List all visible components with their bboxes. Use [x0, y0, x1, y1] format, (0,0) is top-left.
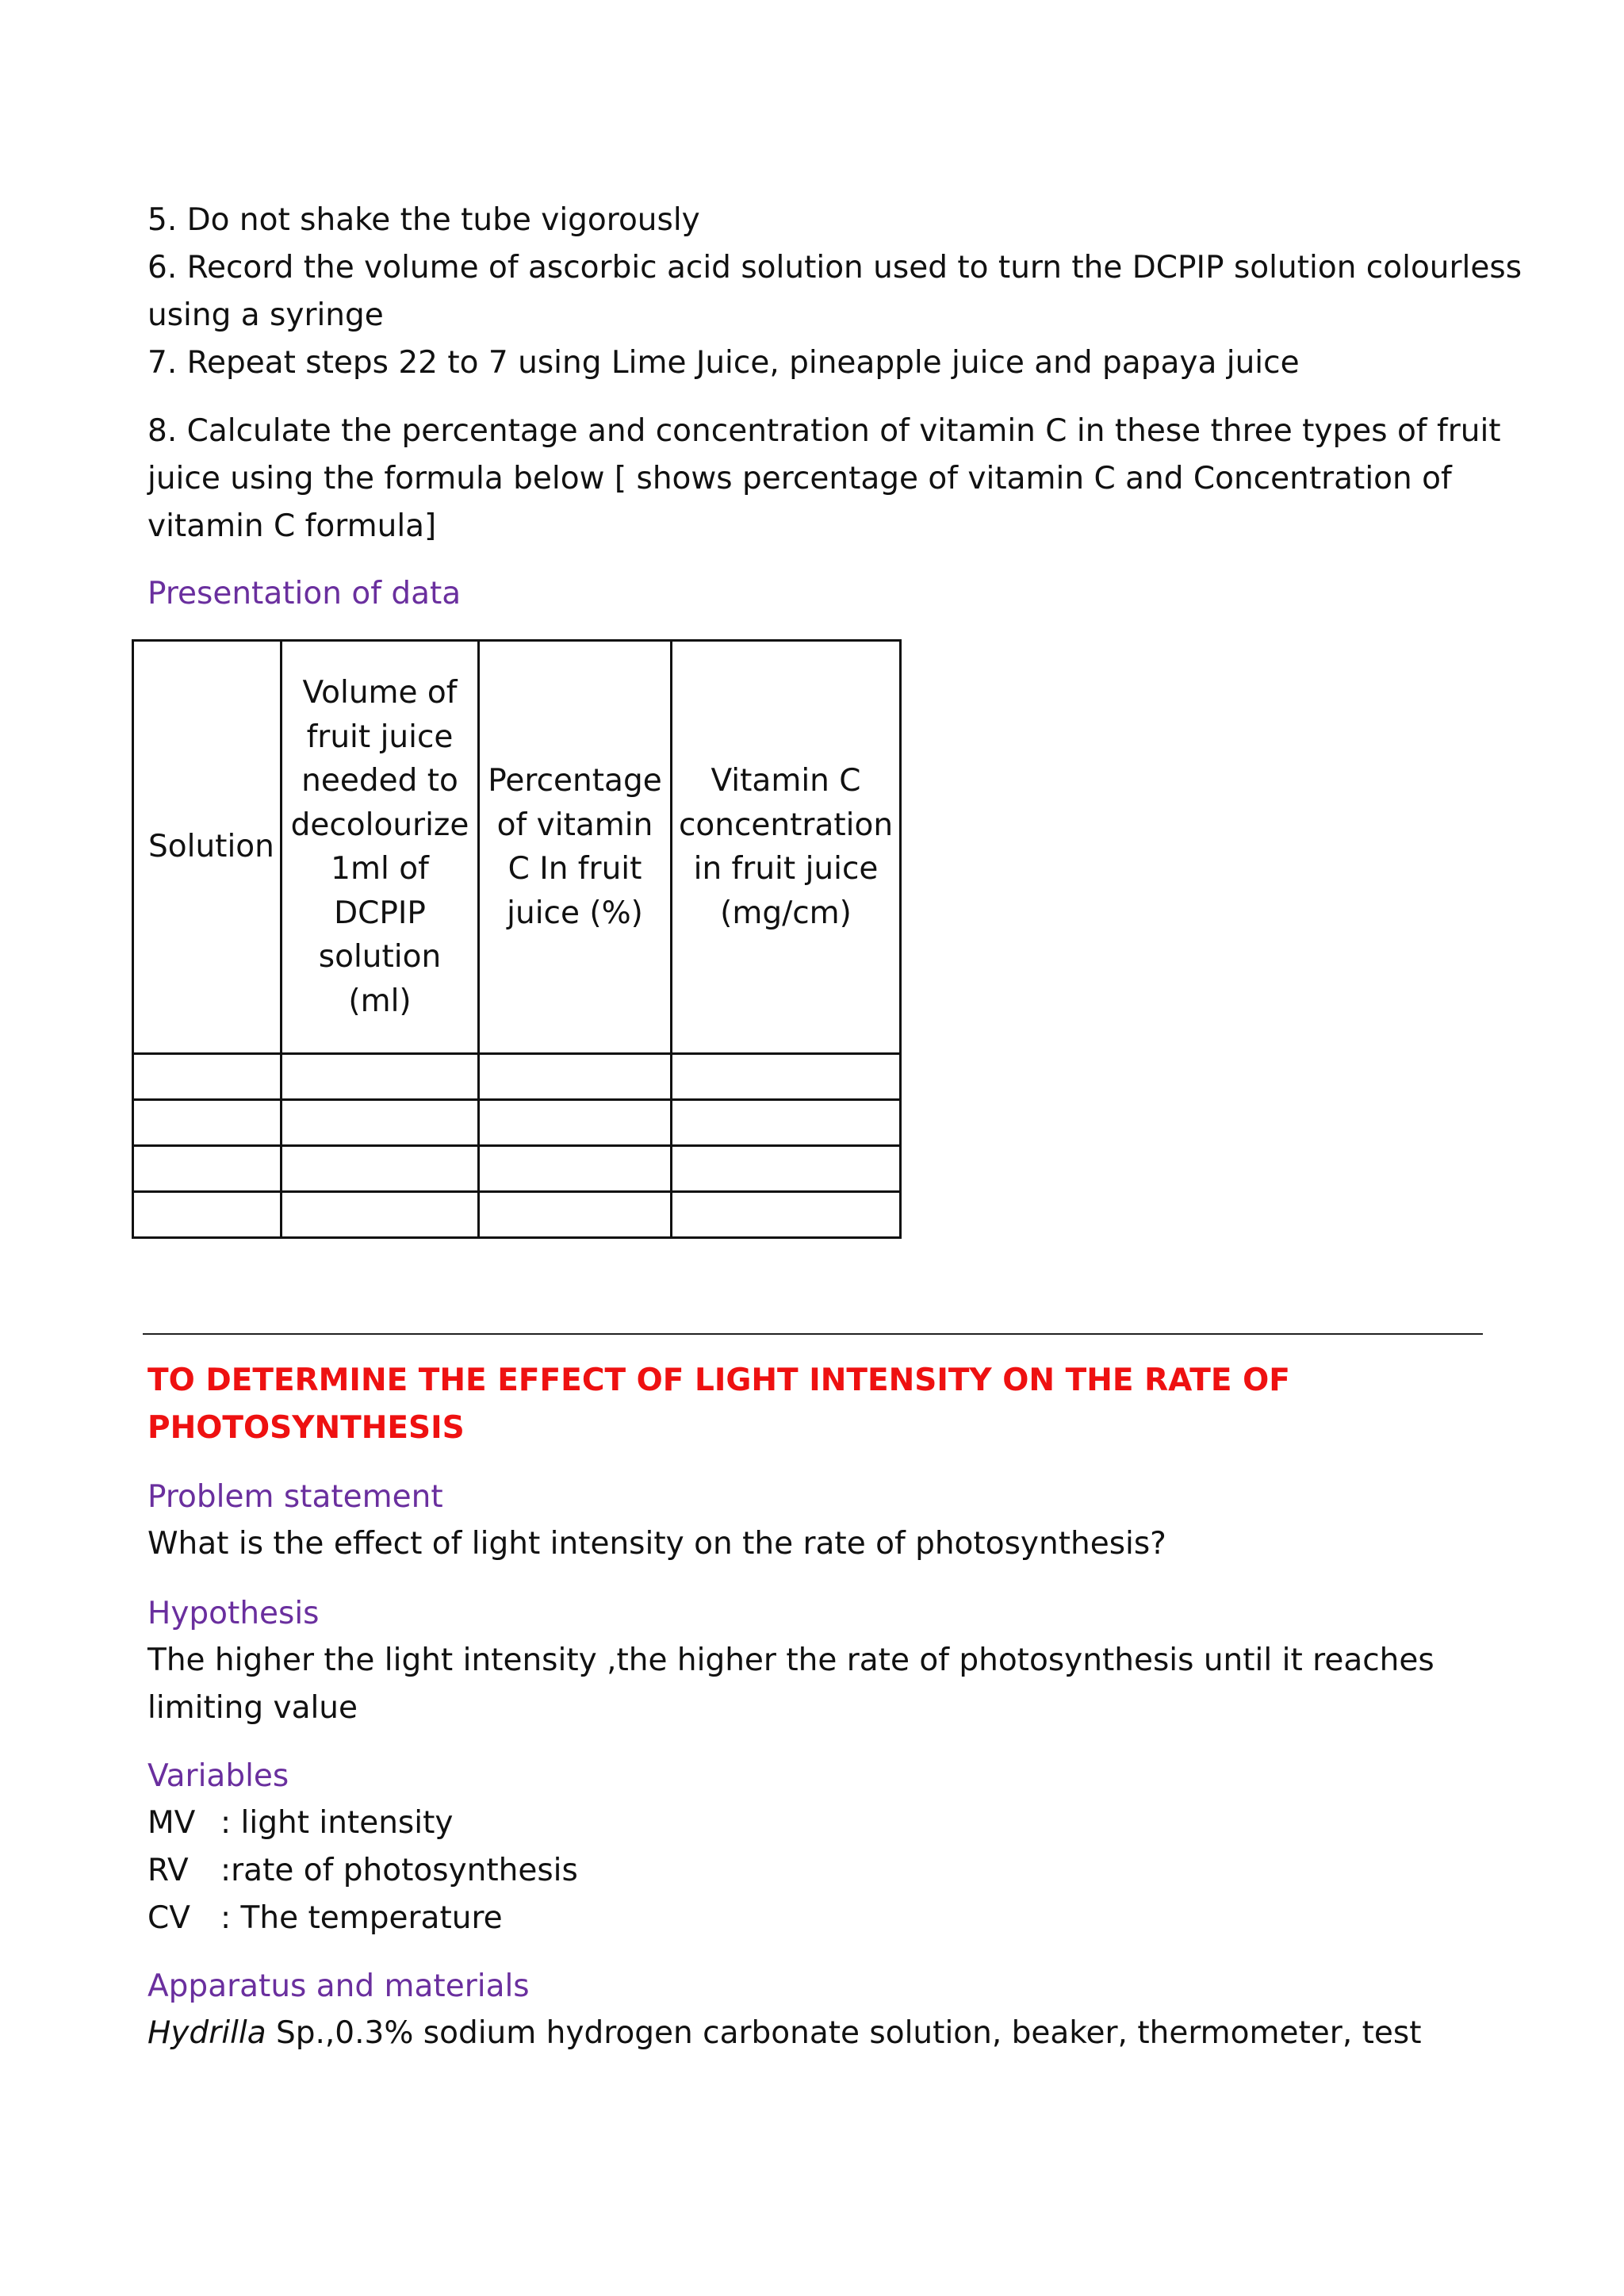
apparatus-text [147, 2010, 1422, 2057]
apparatus-species: Hydrilla [147, 2015, 266, 2051]
table-cell[interactable] [672, 1100, 901, 1146]
step-6-line-1: 6. Record the volume of ascorbic acid solution used to turn the DCPIP solution colourless [147, 250, 1522, 286]
header-volume-line: needed to [301, 763, 458, 799]
procedure-steps [147, 197, 1522, 387]
header-concentration-line: (mg/cm) [720, 895, 852, 931]
variable-text: light intensity [240, 1805, 454, 1841]
variables-list [147, 1800, 578, 1942]
table-cell[interactable] [672, 1146, 901, 1192]
variables-heading: Variables [147, 1758, 289, 1794]
table-cell[interactable] [672, 1192, 901, 1238]
step-5: 5. Do not shake the tube vigorously [147, 202, 700, 238]
presentation-heading: Presentation of data [147, 576, 462, 611]
header-volume-line: Volume of [302, 675, 458, 711]
header-concentration-line: Vitamin C [710, 763, 861, 799]
variable-text: rate of photosynthesis [231, 1853, 578, 1888]
data-table [132, 639, 902, 1239]
table-row [133, 1100, 901, 1146]
step-8-line-2: juice using the formula below [ shows percentage of vitamin C and Concentration of [147, 461, 1452, 496]
table-cell[interactable] [479, 1146, 672, 1192]
table-cell[interactable] [282, 1100, 479, 1146]
table-cell[interactable] [133, 1146, 282, 1192]
header-percentage-line: of vitamin [496, 807, 653, 843]
header-volume-line: (ml) [348, 983, 412, 1019]
variable-code: MV [147, 1805, 196, 1841]
hypothesis-text [147, 1637, 1434, 1732]
table-header-row [133, 641, 901, 1054]
experiment-title-line-1: TO DETERMINE THE EFFECT OF LIGHT INTENSITY ON THE RATE OF [147, 1363, 1290, 1398]
table-cell[interactable] [282, 1192, 479, 1238]
header-percentage-line: Percentage [488, 763, 662, 799]
variable-item [147, 1847, 578, 1895]
section-divider [143, 1333, 1483, 1335]
header-solution-text: Solution [148, 829, 274, 865]
variable-item [147, 1800, 578, 1847]
header-solution [133, 641, 282, 1054]
problem-heading: Problem statement [147, 1479, 443, 1515]
table-row [133, 1146, 901, 1192]
table-cell[interactable] [479, 1054, 672, 1100]
header-percentage-line: juice (%) [507, 895, 643, 931]
header-concentration-line: concentration [678, 807, 894, 843]
header-volume-line: 1ml of [331, 851, 429, 887]
variable-text: The temperature [240, 1900, 503, 1936]
procedure-step-8 [147, 408, 1501, 550]
table-cell[interactable] [479, 1100, 672, 1146]
header-percentage-line: C In fruit [508, 851, 642, 887]
apparatus-heading: Apparatus and materials [147, 1968, 530, 2004]
header-concentration-line: in fruit juice [693, 851, 879, 887]
header-volume-line: DCPIP [334, 895, 426, 931]
hypothesis-line-1: The higher the light intensity ,the higher the rate of photosynthesis until it reaches [147, 1642, 1434, 1678]
table-cell[interactable] [479, 1192, 672, 1238]
experiment-title-line-2: PHOTOSYNTHESIS [147, 1410, 465, 1446]
variable-code: RV [147, 1853, 189, 1888]
header-concentration [672, 641, 901, 1054]
experiment-title [147, 1357, 1290, 1452]
step-6-line-2: using a syringe [147, 297, 384, 333]
variable-separator: : [220, 1900, 232, 1936]
hypothesis-line-2: limiting value [147, 1690, 358, 1726]
table-cell[interactable] [282, 1146, 479, 1192]
table-row [133, 1054, 901, 1100]
table-cell[interactable] [133, 1054, 282, 1100]
step-8-line-1: 8. Calculate the percentage and concentration of vitamin C in these three types of fruit [147, 413, 1501, 449]
table-cell[interactable] [133, 1192, 282, 1238]
problem-text: What is the effect of light intensity on the rate of photosynthesis? [147, 1526, 1166, 1562]
variable-separator: : [220, 1805, 232, 1841]
apparatus-list: Sp.,0.3% sodium hydrogen carbonate solution, beaker, thermometer, test [266, 2015, 1422, 2051]
header-percentage [479, 641, 672, 1054]
table-cell[interactable] [672, 1054, 901, 1100]
variable-separator: : [220, 1853, 232, 1888]
step-7: 7. Repeat steps 22 to 7 using Lime Juice, pineapple juice and papaya juice [147, 345, 1300, 381]
header-volume-line: fruit juice [306, 719, 454, 755]
step-8-line-3: vitamin C formula] [147, 508, 437, 544]
variable-code: CV [147, 1900, 190, 1936]
header-volume-line: solution [318, 939, 442, 975]
variable-item [147, 1895, 578, 1942]
hypothesis-heading: Hypothesis [147, 1596, 320, 1631]
table-cell[interactable] [282, 1054, 479, 1100]
table-cell[interactable] [133, 1100, 282, 1146]
table-row [133, 1192, 901, 1238]
header-volume-line: decolourize [290, 807, 469, 843]
header-volume [282, 641, 479, 1054]
